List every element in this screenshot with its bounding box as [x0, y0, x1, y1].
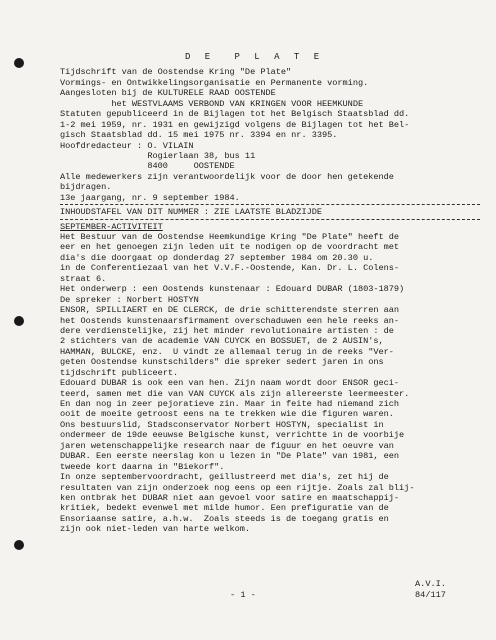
body-line: Edouard DUBAR is ook een van hen. Zijn naam wordt door ENSOR geci- [60, 378, 400, 389]
body-line: ENSOR, SPILLIAERT en DE CLERCK, de drie schitterendste sterren aan [60, 305, 400, 316]
body-line: ondermeer de 19de eeuwse Belgische kunst, verrichtte in de voorbije [60, 430, 405, 441]
responsibility-line: bijdragen. [60, 182, 112, 193]
body-line: zijn ook niet-leden van harte welkom. [60, 524, 251, 535]
body-line: kritiek, bedekt evenwel met milde humor. Een prefiguratie van de [60, 503, 389, 514]
document-body [60, 52, 480, 535]
masthead-line: het WESTVLAAMS VERBOND VAN KRINGEN VOOR HEEMKUNDE [60, 98, 364, 109]
punch-hole [14, 316, 24, 326]
body-line: teerd, samen met die van VAN CUYCK als zijn allereerste leermeester. [60, 388, 410, 399]
editor-line: Hoofdredacteur : O. VILAIN [60, 140, 194, 151]
masthead-title: D E P L A T E [185, 52, 324, 62]
body-line: eer en het genoegen zijn leden uit te nodigen op de voordracht met [60, 242, 400, 253]
divider [60, 219, 480, 220]
masthead-block [60, 67, 480, 140]
body-line: jaren wetenschappelijke research naar de figuur en het oeuvre van [60, 440, 394, 451]
masthead-line: 1-2 mei 1959, nr. 1931 en gewijzigd volgens de Bijlagen tot het Bel- [60, 119, 410, 130]
body-line: 2 stichters van de academie VAN CUYCK en BOSSUET, de 2 AUSIN's, [60, 336, 384, 347]
body-line: Ons bestuurslid, Stadsconservator Norbert HOSTYN, specialist in [60, 419, 384, 430]
body-line: in de Conferentiezaal van het V.V.F.-Oostende, Kan. Dr. L. Colens- [60, 263, 400, 274]
masthead-line: Statuten gepubliceerd in de Bijlagen tot het Belgisch Staatsblad dd. [60, 109, 410, 120]
body-line: tweede kort daarna in "Biekorf". [60, 461, 225, 472]
responsibility-block [60, 172, 480, 203]
body-line: het Oostends kunstenaarsfirmament overschaduwen een hele reeks an- [60, 315, 400, 326]
body-line: Het Bestuur van de Oostendse Heemkundige Kring "De Plate" heeft de [60, 232, 400, 242]
body-line: De spreker : Norbert HOSTYN [60, 294, 199, 305]
toc-line: INHOUDSTAFEL VAN DIT NUMMER : ZIE LAATSTE BLADZIJDE [60, 207, 322, 218]
divider [60, 204, 480, 205]
body-line: DUBAR. Een eerste neerslag kon u lezen in "De Plate" van 1981, een [60, 451, 400, 462]
masthead-line: Vormings- en Ontwikkelingsorganisatie en Permanente vorming. [60, 77, 369, 88]
section-heading: SEPTEMBER-ACTIVITEIT [60, 221, 163, 232]
body-line: ooit de moeite getroost eens na te trekken wie die figuren waren. [60, 409, 394, 420]
masthead-line: Aangesloten bij de KULTURELE RAAD OOSTENDE [60, 88, 276, 99]
body-line: geten Oostendse kunstschilders" die spreker sedert jaren in ons [60, 357, 384, 368]
masthead-line: gisch Staatsblad dd. 15 mei 1975 nr. 3394 en nr. 3395. [60, 130, 338, 141]
editor-line: 8400 OOSTENDE [60, 161, 235, 172]
body-line: dere verdienstelijke, zij het minder revolutionaire artisten : de [60, 325, 394, 336]
signature: A.V.I. [415, 579, 446, 589]
masthead-line: Tijdschrift van de Oostendse Kring "De Plate" [60, 67, 292, 78]
editor-line: Rogierlaan 38, bus 11 [60, 150, 256, 161]
body-line: In onze septembervoordracht, geillustreerd met dia's, zet hij de [60, 472, 389, 483]
body-line: HAMMAN, BULCKE, enz. U vindt ze allemaal terug in de reeks "Ver- [60, 346, 394, 357]
body-text [60, 232, 480, 535]
body-line: Ensoriaanse satire, a.h.w. Zoals steeds is de toegang gratis en [60, 513, 389, 524]
body-line: dia's die doorgaat op donderdag 27 september 1984 om 20.30 u. [60, 252, 374, 263]
punch-hole [14, 58, 24, 68]
body-line: ken ontbrak het DUBAR niet aan gevoel voor satire en maatschappij- [60, 492, 400, 503]
page-number: - 1 - [230, 590, 256, 600]
responsibility-line: Alle medewerkers zijn verantwoordelijk voor de door hen getekende [60, 171, 394, 182]
responsibility-line: 13e jaargang, nr. 9 september 1984. [60, 192, 240, 203]
body-line: resultaten van zijn onderzoek nog eens op een rijtje. Zoals zal blij- [60, 482, 415, 493]
body-line: tijdschrift publiceert. [60, 367, 179, 378]
body-line: Het onderwerp : een Oostends kunstenaar : Edouard DUBAR (1803-1879) [60, 284, 405, 295]
punch-hole [14, 540, 24, 550]
document-number: 84/117 [415, 590, 446, 600]
body-line: straat 6. [60, 273, 107, 284]
editor-block [60, 141, 480, 172]
body-line: En dan nog in zeer pejoratieve zin. Maar in feite had niemand zich [60, 399, 400, 409]
